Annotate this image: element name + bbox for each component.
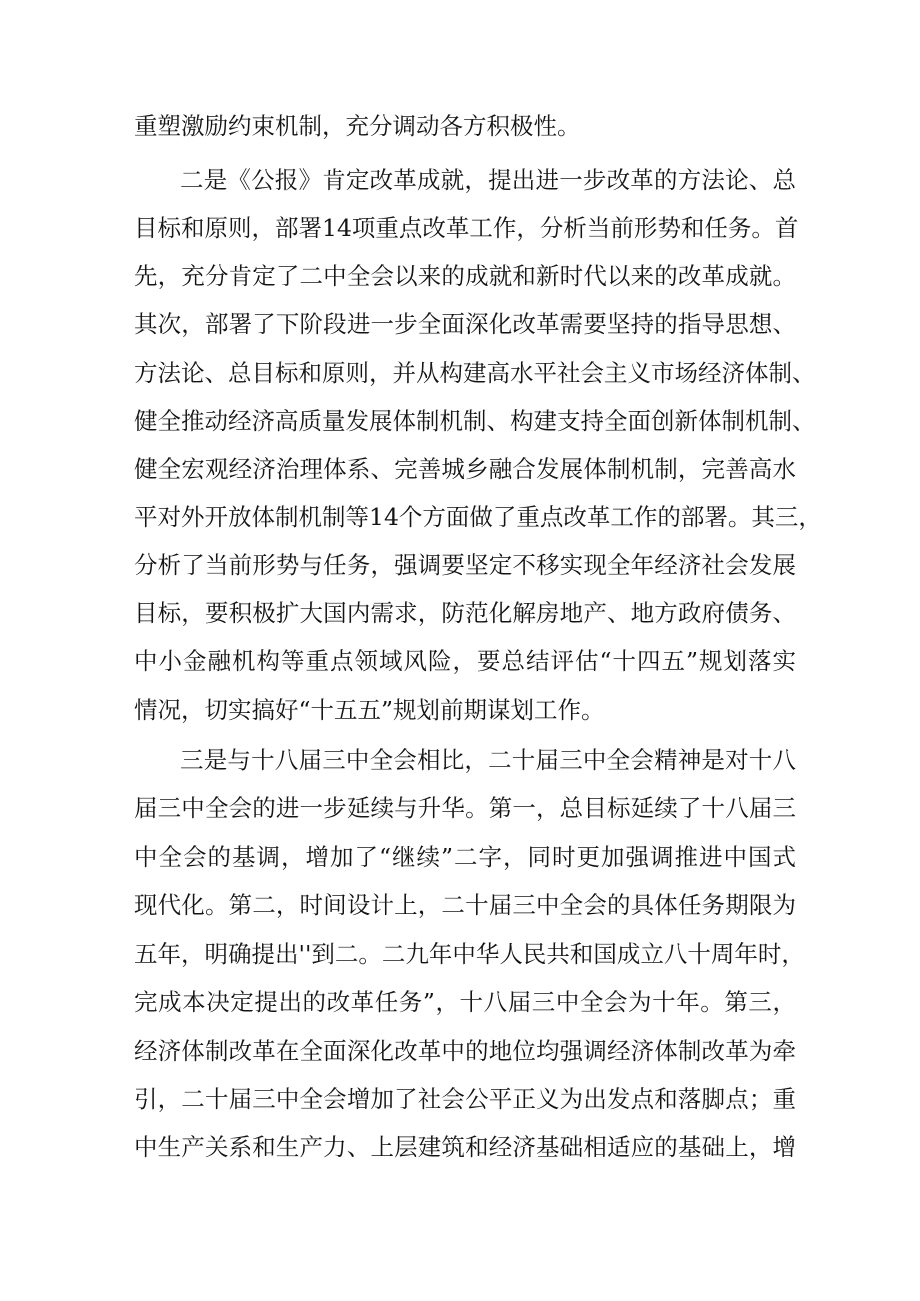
text-line: 经济体制改革在全面深化改革中的地位均强调经济体制改革为牵 — [134, 1037, 796, 1065]
text-line: 重塑激励约束机制，充分调动各方积极性。 — [134, 112, 581, 140]
text-line: 目标和原则，部署14项重点改革工作，分析当前形势和任务。首 — [134, 214, 799, 242]
text-line: 健全推动经济高质量发展体制机制、构建支持全面创新体制机制、 — [134, 407, 816, 435]
text-line: 其次，部署了下阶段进一步全面深化改革需要坚持的指导思想、 — [134, 310, 796, 338]
text-line: 健全宏观经济治理体系、完善城乡融合发展体制机制，完善高水 — [134, 455, 796, 483]
text-line: 情况，切实搞好“十五五”规划前期谋划工作。 — [134, 696, 605, 724]
text-line: 届三中全会的进一步延续与升华。第一，总目标延续了十八届三 — [134, 794, 796, 822]
text-line: 平对外开放体制机制等14个方面做了重点改革工作的部署。其三， — [134, 503, 822, 531]
text-line: 中生产关系和生产力、上层建筑和经济基础相适应的基础上，增 — [134, 1133, 796, 1161]
text-line: 引，二十届三中全会增加了社会公平正义为出发点和落脚点；重 — [134, 1085, 796, 1113]
text-line: 中全会的基调，增加了“继续”二字，同时更加强调推进中国式 — [134, 843, 796, 871]
text-line: 完成本决定提出的改革任务”，十八届三中全会为十年。第三， — [134, 988, 796, 1016]
paragraph-first-line: 二是《公报》肯定改革成就，提出进一步改革的方法论、总 — [180, 166, 796, 194]
text-line: 五年，明确提出''到二。二九年中华人民共和国成立八十周年时， — [134, 940, 805, 968]
text-line: 先，充分肯定了二中全会以来的成就和新时代以来的改革成就。 — [134, 262, 796, 290]
text-line: 目标，要积极扩大国内需求，防范化解房地产、地方政府债务、 — [134, 599, 796, 627]
text-line: 中小金融机构等重点领域风险，要总结评估“十四五”规划落实 — [134, 647, 796, 675]
text-line: 方法论、总目标和原则，并从构建高水平社会主义市场经济体制、 — [134, 359, 816, 387]
text-line: 现代化。第二，时间设计上，二十届三中全会的具体任务期限为 — [134, 891, 796, 919]
paragraph-first-line: 三是与十八届三中全会相比，二十届三中全会精神是对十八 — [180, 746, 796, 774]
text-line: 分析了当前形势与任务，强调要坚定不移实现全年经济社会发展 — [134, 551, 796, 579]
